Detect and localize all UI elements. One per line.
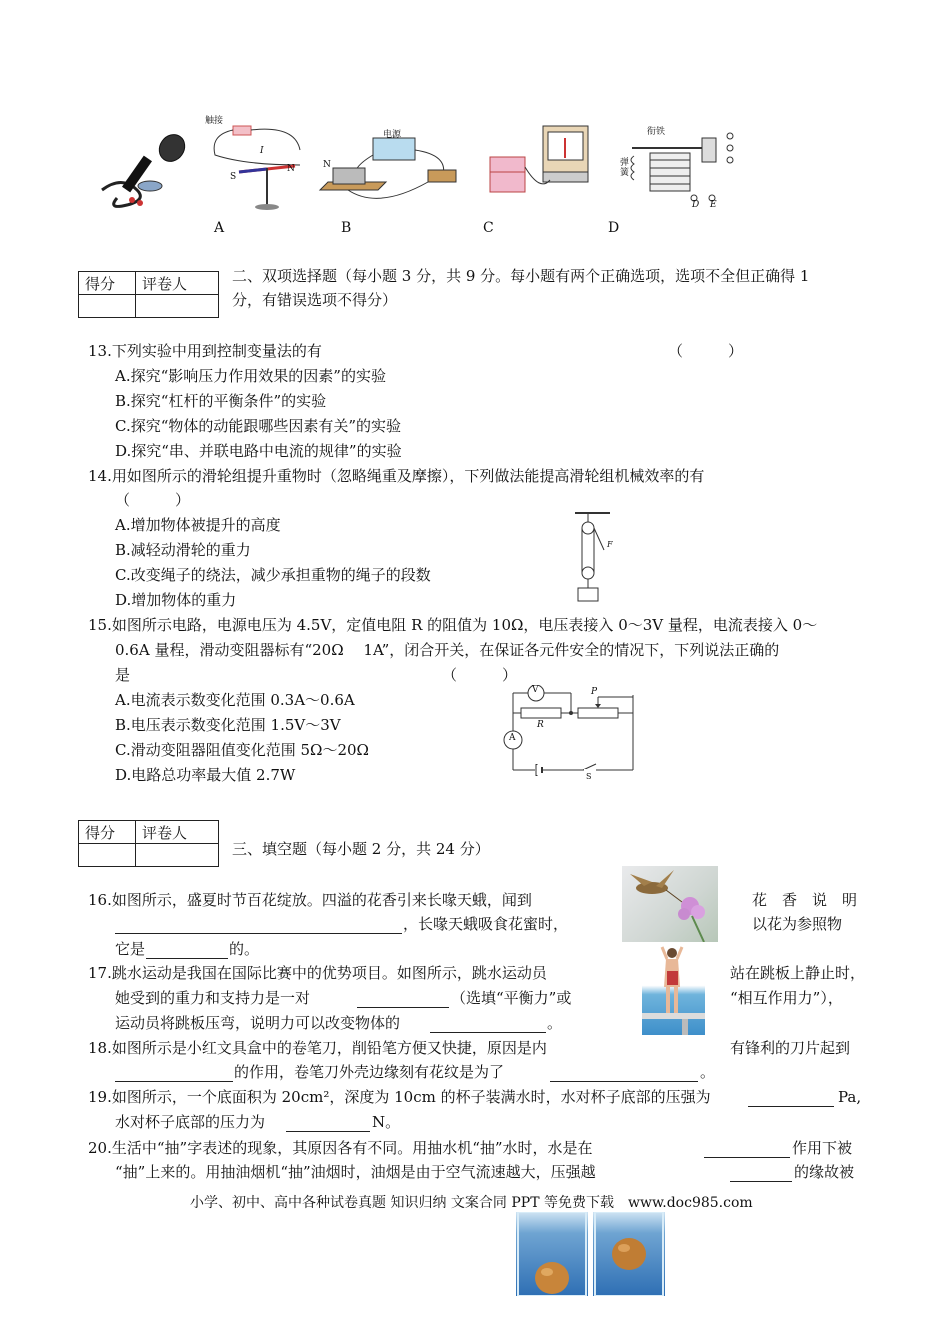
q20-line2-a: “抽”上来的。用抽油烟机“抽”油烟时，油烟是由于空气流速越大，压强越 xyxy=(115,1163,596,1181)
q18-blank-2 xyxy=(550,1065,698,1082)
q14-option-a: A.增加物体被提升的高度 xyxy=(115,516,281,534)
q17-line3-b: 。 xyxy=(547,1014,563,1032)
q13-answer-paren: （ ） xyxy=(668,342,744,360)
fig-a-s-label: S xyxy=(230,172,237,182)
pulley-figure xyxy=(570,510,620,605)
circuit-p-label: P xyxy=(591,687,598,697)
q14-option-d: D.增加物体的重力 xyxy=(115,591,237,609)
q20-line1-b: 作用下被 xyxy=(792,1139,853,1157)
q18-line1-b: 有锋利的刀片起到 xyxy=(730,1039,851,1057)
fig-b-n-label: N xyxy=(323,160,331,170)
score-label: 得分 xyxy=(79,821,136,844)
q15-circuit-figure xyxy=(493,685,643,780)
page-footer: 小学、初中、高中各种试卷真题 知识归纳 文案合同 PPT 等免费下载 www.doc985.com xyxy=(190,1195,753,1211)
q17-blank-2 xyxy=(430,1016,546,1033)
fig-d-armature-label: 衔铁 xyxy=(647,127,666,137)
q18-line2-a: 的作用，卷笔刀外壳边缘刻有花纹是为了 xyxy=(234,1063,505,1081)
q19-line2-b: N。 xyxy=(372,1113,401,1131)
grader-cell xyxy=(136,295,219,318)
figure-microphone xyxy=(92,130,202,220)
q16-blank-1 xyxy=(115,917,402,934)
fig-label-d: D xyxy=(608,220,620,236)
q20-line1-a: 20.生活中“抽”字表述的现象，其原因各有不同。用抽水机“抽”水时，水是在 xyxy=(88,1139,593,1157)
q13-option-a: A.探究“影响压力作用效果的因素”的实验 xyxy=(115,367,386,385)
q16-line3-b: 的。 xyxy=(229,940,260,958)
fig-b-power-label: 电源 xyxy=(383,130,402,140)
figure-b-motor xyxy=(318,130,468,215)
q16-line1-a: 16.如图所示，盛夏时节百花绽放。四溢的花香引来长喙天蛾，闻到 xyxy=(88,891,532,909)
q17-line2-c: “相互作用力”）， xyxy=(730,989,843,1007)
q13-option-d: D.探究“串、并联电路中电流的规律”的实验 xyxy=(115,442,402,460)
q17-line2-b: （选填“平衡力”或 xyxy=(451,989,572,1007)
circuit-r-label: R xyxy=(537,720,544,730)
grader-cell xyxy=(136,844,219,867)
fig-label-c: C xyxy=(483,220,494,236)
circuit-a-label: A xyxy=(509,733,516,743)
q18-line2-b: 。 xyxy=(700,1063,716,1081)
fig-d-spring-label: 弹簧 xyxy=(620,158,630,178)
q17-line1-a: 17.跳水运动是我国在国际比赛中的优势项目。如图所示，跳水运动员 xyxy=(88,964,547,982)
q15-option-a: A.电流表示数变化范围 0.3A～0.6A xyxy=(115,691,355,709)
q14-stem: 14.用如图所示的滑轮组提升重物时（忽略绳重及摩擦），下列做法能提高滑轮组机械效率的有 xyxy=(88,467,705,485)
q19-blank-1 xyxy=(748,1090,834,1107)
score-cell xyxy=(79,295,136,318)
q16-line2-b: 以花为参照物 xyxy=(752,915,843,933)
q19-line1-a: 19.如图所示，一个底面积为 20cm²，深度为 10cm 的杯子装满水时，水对杯子底部的压强为 xyxy=(88,1088,711,1106)
score-cell xyxy=(79,844,136,867)
q19-line2-a: 水对杯子底部的压力为 xyxy=(115,1113,266,1131)
q15-stem-line1: 15.如图所示电路，电源电压为 4.5V，定值电阻 R 的阻值为 10Ω，电压表接入 0～3V 量程，电流表接入 0～ xyxy=(88,616,818,634)
moth-flower-photo xyxy=(622,866,718,942)
section2-heading-line2: 分，有错误选项不得分） xyxy=(232,291,398,309)
score-label: 得分 xyxy=(79,272,136,295)
q16-blank-2 xyxy=(146,942,228,959)
q19-blank-2 xyxy=(286,1115,370,1132)
q20-line2-b: 的缘故被 xyxy=(794,1163,855,1181)
score-table-section3 xyxy=(78,820,219,867)
q16-line2-a: ，长喙天蛾吸食花蜜时， xyxy=(403,915,569,933)
q13-option-c: C.探究“物体的动能跟哪些因素有关”的实验 xyxy=(115,417,402,435)
q17-line2-a: 她受到的重力和支持力是一对 xyxy=(115,989,311,1007)
fig-a-touch-label: 触接 xyxy=(205,116,224,126)
q15-answer-paren: （ ） xyxy=(442,666,518,684)
q14-option-b: B.减轻动滑轮的重力 xyxy=(115,541,251,559)
q13-option-b: B.探究“杠杆的平衡条件”的实验 xyxy=(115,392,327,410)
q14-option-c: C.改变绳子的绕法，减少承担重物的绳子的段数 xyxy=(115,566,431,584)
q15-option-c: C.滑动变阻器阻值变化范围 5Ω～20Ω xyxy=(115,741,369,759)
egg-in-water-photo-1 xyxy=(516,1212,588,1296)
figure-a-circuit xyxy=(205,110,315,215)
figure-c-generator xyxy=(485,122,595,212)
q13-stem: 13.下列实验中用到控制变量法的有 xyxy=(88,342,322,360)
fig-d-d-label: D xyxy=(692,200,700,210)
q16-line1-b: 花 香 说 明 xyxy=(752,891,858,909)
q19-line1-b: Pa, xyxy=(838,1088,862,1106)
fig-label-b: B xyxy=(341,220,352,236)
figure-d-relay xyxy=(622,128,737,213)
grader-label: 评卷人 xyxy=(136,821,219,844)
q15-option-b: B.电压表示数变化范围 1.5V～3V xyxy=(115,716,341,734)
q16-line3-a: 它是 xyxy=(115,940,146,958)
circuit-s-label: S xyxy=(586,772,592,781)
fig-label-a: A xyxy=(214,220,225,236)
q17-blank-1 xyxy=(357,991,449,1008)
q17-line1-b: 站在跳板上静止时， xyxy=(730,964,866,982)
q17-line3-a: 运动员将跳板压弯，说明力可以改变物体的 xyxy=(115,1014,401,1032)
pulley-f-label: F xyxy=(607,540,613,549)
q14-answer-paren: （ ） xyxy=(115,491,191,509)
q15-stem-line3: 是 xyxy=(115,666,131,684)
q18-line1-a: 18.如图所示是小红文具盒中的卷笔刀，削铅笔方便又快捷，原因是内 xyxy=(88,1039,547,1057)
q20-blank-1 xyxy=(704,1141,790,1158)
q15-stem-line2: 0.6A 量程，滑动变阻器标有“20Ω 1A”，闭合开关，在保证各元件安全的情况下，下列说法正确的 xyxy=(115,641,780,659)
circuit-v-label: V xyxy=(532,685,539,695)
diver-photo xyxy=(642,945,705,1035)
q18-blank-1 xyxy=(115,1065,233,1082)
q20-blank-2 xyxy=(730,1165,792,1182)
grader-label: 评卷人 xyxy=(136,272,219,295)
section2-heading-line1: 二、双项选择题（每小题 3 分，共 9 分。每小题有两个正确选项，选项不全但正确得 1 xyxy=(232,267,810,285)
fig-a-n-label: N xyxy=(287,164,295,174)
score-table-section2 xyxy=(78,271,219,318)
q15-option-d: D.电路总功率最大值 2.7W xyxy=(115,766,296,784)
fig-a-i-label: I xyxy=(260,146,264,156)
fig-d-e-label: E xyxy=(710,200,717,210)
section3-heading: 三、填空题（每小题 2 分，共 24 分） xyxy=(232,840,490,858)
egg-in-water-photo-2 xyxy=(593,1212,665,1296)
